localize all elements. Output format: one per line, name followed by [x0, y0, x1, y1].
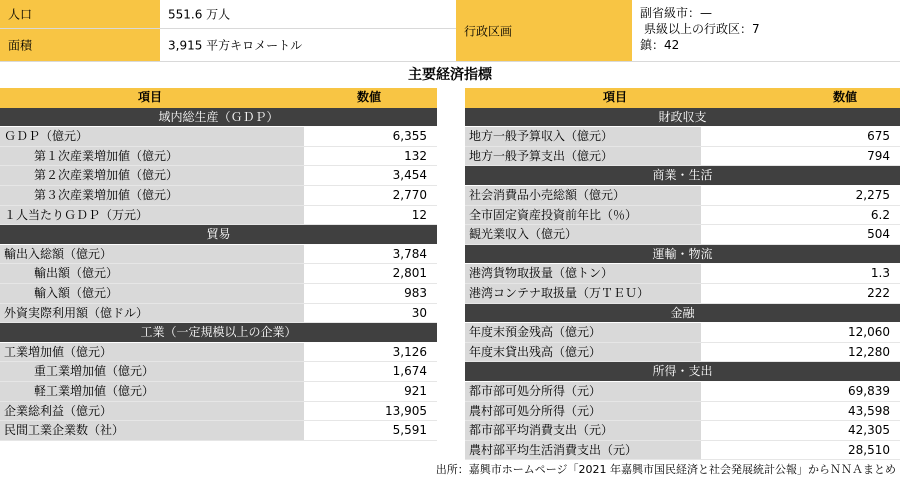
row-label: 軽工業増加値（億元） — [0, 382, 304, 401]
row-value: 12,060 — [701, 323, 900, 342]
info-bottom-border — [0, 61, 900, 62]
table-row — [465, 402, 900, 422]
row-value: 222 — [701, 284, 900, 303]
table-row — [0, 127, 437, 147]
row-label: 都市部可処分所得（元） — [465, 382, 701, 401]
table-row — [0, 264, 437, 284]
category-row: 運輸・物流 — [465, 245, 900, 265]
row-label: 全市固定資産投資前年比（％） — [465, 206, 701, 225]
admin-line: 副省級市：— — [640, 6, 713, 20]
row-value: 675 — [701, 127, 900, 146]
source-note: 出所：嘉興市ホームページ「2021 年嘉興市国民経済と社会発展統計公報」からＮＮＡまとめ — [435, 463, 896, 476]
area-label: 面積 — [8, 38, 33, 53]
row-value: 12 — [304, 206, 437, 225]
row-label: 輸出入総額（億元） — [0, 245, 304, 264]
header-value: 数値 — [357, 90, 382, 104]
table-row — [465, 441, 900, 461]
table-row — [465, 186, 900, 206]
row-value: 69,839 — [701, 382, 900, 401]
row-value: 28,510 — [701, 441, 900, 460]
admin-label-cell — [456, 0, 632, 61]
row-label: 重工業増加値（億元） — [0, 362, 304, 381]
admin-line: 県級以上の行政区：7 — [644, 22, 760, 36]
row-value: 132 — [304, 147, 437, 166]
row-label: １人当たりＧＤＰ（万元） — [0, 206, 304, 225]
table-row — [465, 264, 900, 284]
city-info-table — [0, 0, 900, 62]
left-table-body — [0, 108, 437, 441]
row-value: 1.3 — [701, 264, 900, 283]
table-row — [0, 421, 437, 441]
admin-value — [640, 5, 760, 53]
row-label: 年度末預金残高（億元） — [465, 323, 701, 342]
table-row — [0, 343, 437, 363]
table-row — [465, 343, 900, 363]
category-row: 所得・支出 — [465, 362, 900, 382]
row-label: 年度末貸出残高（億元） — [465, 343, 701, 362]
left-indicator-table — [0, 88, 437, 441]
header-item: 項目 — [603, 90, 628, 104]
row-value: 3,126 — [304, 343, 437, 362]
row-value: 12,280 — [701, 343, 900, 362]
category-row: 域内総生産（ＧＤＰ） — [0, 108, 437, 128]
admin-line: 鎮：42 — [640, 38, 680, 52]
population-label: 人口 — [8, 7, 33, 22]
table-row — [465, 127, 900, 147]
row-label: 輸出額（億元） — [0, 264, 304, 283]
category-row: 財政収支 — [465, 108, 900, 128]
table-row — [0, 284, 437, 304]
population-value-cell — [160, 0, 456, 28]
right-indicator-table — [465, 88, 900, 460]
row-label: 輸入額（億元） — [0, 284, 304, 303]
row-label: 農村部平均生活消費支出（元） — [465, 441, 701, 460]
row-value: 5,591 — [304, 421, 437, 440]
row-value: 6.2 — [701, 206, 900, 225]
row-value: 42,305 — [701, 421, 900, 440]
admin-label: 行政区画 — [464, 24, 513, 38]
row-label: 工業増加値（億元） — [0, 343, 304, 362]
row-label: 地方一般予算支出（億元） — [465, 147, 701, 166]
table-header — [0, 88, 437, 108]
row-label: 民間工業企業数（社） — [0, 421, 304, 440]
header-value: 数値 — [833, 90, 858, 104]
row-value: 6,355 — [304, 127, 437, 146]
area-value: 3,915 平方キロメートル — [168, 38, 303, 53]
row-value: 921 — [304, 382, 437, 401]
row-label: 農村部可処分所得（元） — [465, 402, 701, 421]
row-value: 794 — [701, 147, 900, 166]
info-divider — [0, 28, 456, 29]
right-table-body — [465, 108, 900, 461]
row-label: 社会消費品小売総額（億元） — [465, 186, 701, 205]
table-row — [0, 245, 437, 265]
population-label-cell — [0, 0, 160, 28]
table-row — [465, 284, 900, 304]
table-row — [0, 166, 437, 186]
row-label: 港湾貨物取扱量（億トン） — [465, 264, 701, 283]
row-value: 30 — [304, 304, 437, 323]
table-row — [465, 206, 900, 226]
header-item: 項目 — [138, 90, 163, 104]
row-label: 第３次産業増加値（億元） — [0, 186, 304, 205]
table-header — [465, 88, 900, 108]
table-row — [0, 147, 437, 167]
row-value: 13,905 — [304, 402, 437, 421]
row-value: 2,770 — [304, 186, 437, 205]
area-label-cell — [0, 29, 160, 61]
row-value: 1,674 — [304, 362, 437, 381]
row-label: 企業総利益（億元） — [0, 402, 304, 421]
row-value: 43,598 — [701, 402, 900, 421]
row-value: 3,784 — [304, 245, 437, 264]
row-label: 外資実際利用額（億ドル） — [0, 304, 304, 323]
section-title: 主要経済指標 — [408, 67, 492, 83]
table-row — [465, 382, 900, 402]
row-label: 観光業収入（億元） — [465, 225, 701, 244]
table-row — [0, 206, 437, 226]
row-value: 983 — [304, 284, 437, 303]
row-label: 都市部平均消費支出（元） — [465, 421, 701, 440]
table-row — [465, 421, 900, 441]
category-row: 金融 — [465, 304, 900, 324]
row-value: 2,801 — [304, 264, 437, 283]
category-row: 貿易 — [0, 225, 437, 245]
row-label: 第２次産業増加値（億元） — [0, 166, 304, 185]
row-value: 2,275 — [701, 186, 900, 205]
category-row: 商業・生活 — [465, 166, 900, 186]
table-row — [0, 382, 437, 402]
table-row — [465, 225, 900, 245]
table-row — [0, 362, 437, 382]
table-row — [0, 402, 437, 422]
area-value-cell — [160, 29, 456, 61]
table-row — [465, 323, 900, 343]
row-label: 第１次産業増加値（億元） — [0, 147, 304, 166]
table-row — [0, 186, 437, 206]
population-value: 551.6 万人 — [168, 7, 231, 22]
row-value: 504 — [701, 225, 900, 244]
row-label: 地方一般予算収入（億元） — [465, 127, 701, 146]
row-value: 3,454 — [304, 166, 437, 185]
category-row: 工業（一定規模以上の企業） — [0, 323, 437, 343]
row-label: 港湾コンテナ取扱量（万ＴＥＵ） — [465, 284, 701, 303]
table-row — [465, 147, 900, 167]
table-row — [0, 304, 437, 324]
row-label: ＧＤＰ（億元） — [0, 127, 304, 146]
